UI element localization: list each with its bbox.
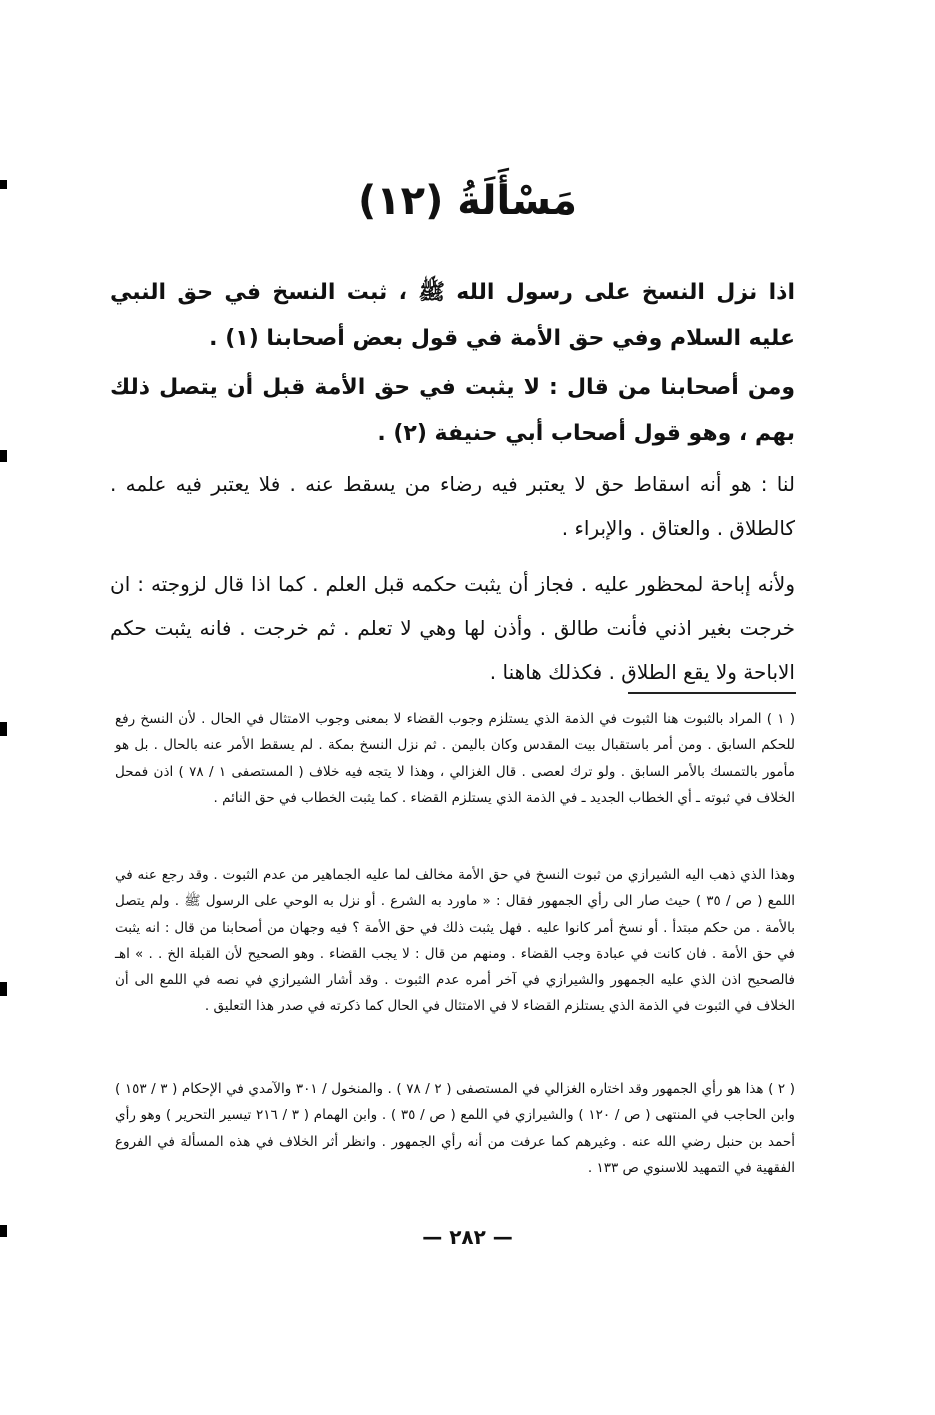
- second-argument-paragraph: ولأنه إباحة لمحظور عليه . فجاز أن يثبت حكمه قبل العلم . كما اذا قال لزوجته : ان خرجت بغير اذني فأنت طالق . وأذن لها وهي لا تعلم . ثم خرجت . فانه يثبت حكم الاباحة ولا يقع الطلاق . فكذلك هاهنا .: [110, 572, 795, 684]
- opposing-view-paragraph: ومن أصحابنا من قال : لا يثبت في حق الأمة قبل أن يتصل ذلك بهم ، وهو قول أصحاب أبي حنيفة (٢) .: [110, 375, 795, 446]
- footnote-1: ( ١ ) المراد بالثبوت هنا الثبوت في الذمة الذي يستلزم وجوب القضاء لا بمعنى وجوب الامتثال في الحال . لأن النسخ رفع للحكم السابق . ومن أمر باستقبال بيت المقدس وكان باليمن . ثم نزل النسخ بمكة . لم يسقط الأمر عنه بالحال . بل هو مأمور بالتمسك بالأمر السابق . ولو ترك لعصى . قال الغزالي ، وهذا لا يتجه فيه خلاف ( المستصفى ١ / ٧٨ ) اذن فمحل الخلاف في ثبوته ـ أي الخطاب الجديد ـ في الذمة الذي يستلزم القضاء . كما يثبت الخطاب في حق النائم .: [115, 711, 795, 806]
- issue-title: مَسْأَلَةُ (١٢): [357, 178, 578, 224]
- binding-mark: [0, 1225, 7, 1237]
- footnote-1-continued: وهذا الذي ذهب اليه الشيرازي من ثبوت النسخ في حق الأمة مخالف لما عليه الجماهير من عدم الثبوت . وقد رجع عنه في اللمع ( ص / ٣٥ ) حيث صار الى رأي الجمهور فقال : « ماورد به الشرع . أو نزل به الوحي على الرسول ﷺ . ولم يتصل بالأمة . من حكم مبتدأ . أو نسخ أمر كانوا عليه . فهل يثبت ذلك في حق الأمة ؟ فيه وجهان من أصحابنا من قال : انه يثبت في حق الأمة . فان كانت في عبادة وجب القضاء . ومنهم من قال : لا يجب القضاء . وهو الصحيح لأن القبلة الخ . . » اهـ فالصحيح اذن الذي عليه الجمهور والشيرازي في آخر أمره عدم الثبوت . وقد أشار الشيرازي في نصه في اللمع الى أن الخلاف في الثبوت في الذمة الذي يستلزم القضاء لا في الامتثال في الحال كما ذكرته في صدر هذا التعليق .: [115, 867, 796, 1015]
- binding-mark: [0, 982, 7, 996]
- binding-mark: [0, 722, 7, 736]
- binding-mark: [0, 450, 7, 462]
- binding-mark: [0, 180, 7, 189]
- argument-paragraph: لنا : هو أنه اسقاط حق لا يعتبر فيه رضاء من يسقط عنه . فلا يعتبر فيه علمه . كالطلاق . والعتاق . والإبراء .: [110, 472, 795, 540]
- statement-paragraph: اذا نزل النسخ على رسول الله ﷺ ، ثبت النسخ في حق النبي عليه السلام وفي حق الأمة في قول بعض أصحابنا (١) .: [110, 280, 795, 351]
- footnote-separator: [628, 692, 796, 694]
- page-number: — ٢٨٢ —: [422, 1225, 513, 1249]
- footnote-2: ( ٢ ) هذا هو رأي الجمهور وقد اختاره الغزالي في المستصفى ( ٢ / ٧٨ ) . والمنخول / ٣٠١ والآمدي في الإحكام ( ٣ / ١٥٣ ) وابن الحاجب في المنتهى ( ص / ١٢٠ ) والشيرازي في اللمع ( ص / ٣٥ ) . وابن الهمام ( ٣ / ٢١٦ تيسير التحرير ) وهو رأي أحمد بن حنبل رضي الله عنه . وغيرهم كما عرفت من أنه رأي الجمهور . وانظر أثر الخلاف في هذه المسألة في الفروع الفقهية في التمهيد للاسنوي ص ١٣٣ .: [115, 1081, 796, 1176]
